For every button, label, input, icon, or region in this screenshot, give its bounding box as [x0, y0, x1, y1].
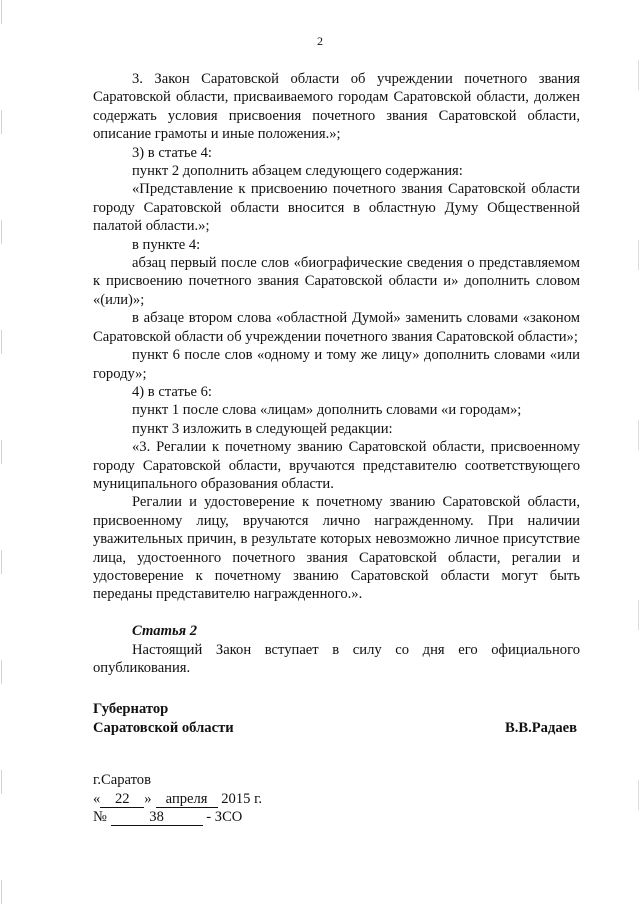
date-month: апреля: [156, 792, 218, 808]
paragraph: абзац первый после слов «биографические сведения о представляемом к присвоению почетного звания Саратовской области и» дополнить словом «(или)»;: [93, 255, 580, 308]
date-day: 22: [100, 792, 144, 808]
number-value: 38: [111, 810, 203, 826]
paragraph: пункт 3 изложить в следующей редакции:: [132, 420, 393, 437]
article-text: Настоящий Закон вступает в силу со дня его официального опубликования.: [93, 641, 580, 676]
signature-title-line2: Саратовской области: [93, 719, 234, 736]
document-footer: [93, 771, 262, 827]
page-number: 2: [317, 34, 323, 48]
signatory-name: В.В.Радаев: [504, 719, 577, 736]
number-suffix: - ЗСО: [206, 809, 243, 826]
number-prefix: №: [93, 809, 107, 826]
paragraph: 4) в статье 6:: [132, 383, 212, 400]
date-open-quote: «: [93, 790, 101, 807]
paragraph: 3) в статье 4:: [132, 144, 212, 161]
date-year: 2015 г.: [221, 790, 263, 807]
article-heading: Статья 2: [132, 623, 198, 640]
paragraph: в пункте 4:: [132, 236, 201, 253]
paragraph: «Представление к присвоению почетного звания Саратовской области городу Саратовской области вносится в областную Думу Общественной палатой области.»;: [93, 181, 580, 235]
date-close-quote: »: [144, 790, 152, 807]
paragraph: пункт 2 дополнить абзацем следующего содержания:: [132, 163, 463, 180]
signature-block: [93, 700, 577, 737]
date-line: [93, 790, 262, 809]
paragraph: пункт 6 после слов «одному и тому же лицу» дополнить словами «или городу»;: [93, 347, 580, 382]
paragraph: в абзаце втором слова «областной Думой» заменить словами «законом Саратовской области об учреждении почетного звания Саратовской области»;: [93, 310, 580, 345]
paragraph: пункт 1 после слова «лицам» дополнить словами «и городам»;: [132, 402, 522, 419]
scan-edge-mark: [1, 0, 2, 905]
city: г.Саратов: [93, 772, 151, 788]
paragraph: «3. Регалии к почетному званию Саратовской области, присвоенному городу Саратовской области, вручаются представителю соответствующего муниципального образования области.: [93, 439, 580, 492]
number-line: [93, 808, 262, 827]
signature-row: [93, 719, 577, 738]
scan-edge-mark: [638, 0, 639, 905]
paragraph: Регалии и удостоверение к почетному званию Саратовской области, присвоенному лицу, вручаются лично награжденному. При наличии уважительных причин, в результате которых невозможно личное присутствие лица, удостоенного почетного звания Саратовской области, регалии и удостоверение к почетному званию Саратовской области могут быть переданы представителю награжденного.».: [93, 494, 580, 603]
document-body: [93, 70, 580, 677]
signature-title-line1: Губернатор: [93, 701, 169, 717]
paragraph: 3. Закон Саратовской области об учреждении почетного звания Саратовской области, присваиваемого городам Саратовской области, должен содержать условия присвоения почетного звания Саратовской области, описание грамоты и иные положения.»;: [93, 71, 580, 143]
